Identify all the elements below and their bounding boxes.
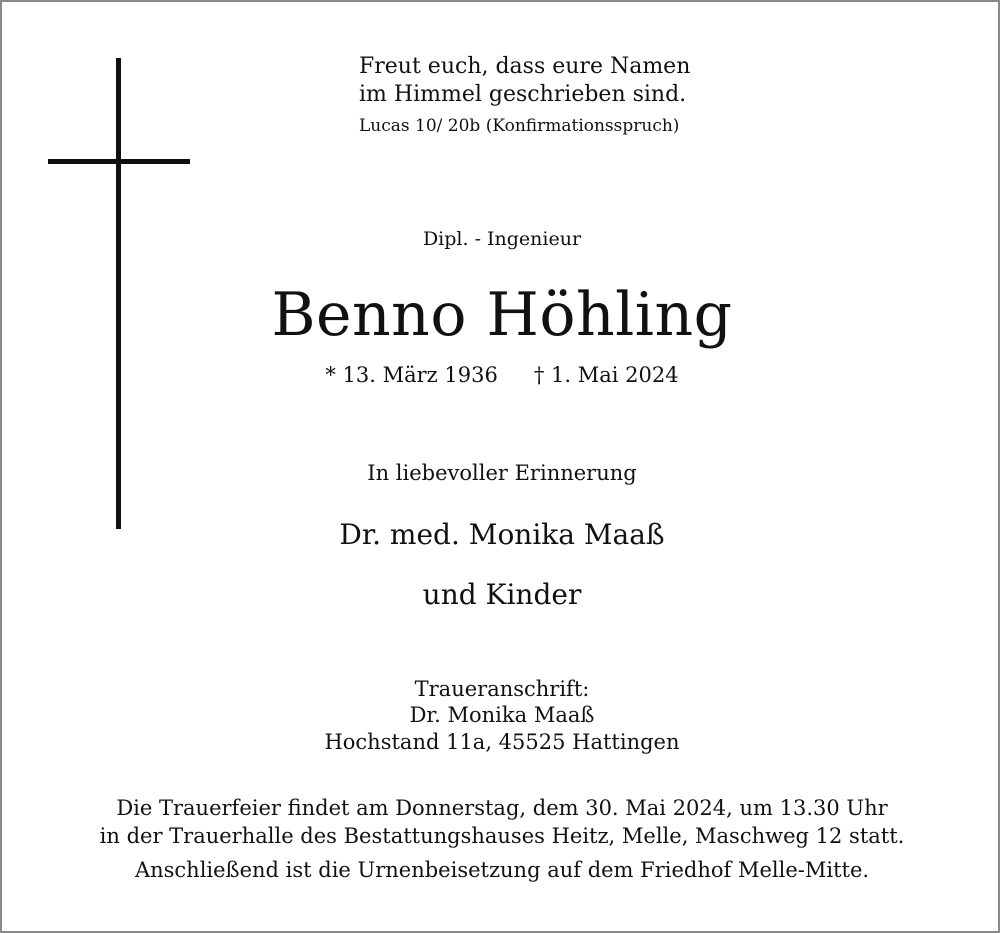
cross-horizontal-bar <box>48 159 190 164</box>
verse-line-1: Freut euch, dass eure Namen <box>359 54 691 79</box>
mourner-family: und Kinder <box>422 578 582 611</box>
death-date: † 1. Mai 2024 <box>533 363 679 387</box>
birth-date: * 13. März 1936 <box>325 363 498 387</box>
deceased-name: Benno Höhling <box>271 280 733 350</box>
verse-source: Lucas 10/ 20b (Konfirmationsspruch) <box>359 116 680 136</box>
remembrance-line: In liebevoller Erinnerung <box>367 461 637 485</box>
service-line-3: Anschließend ist die Urnenbeisetzung auf dem Friedhof Melle-Mitte. <box>134 858 870 882</box>
address-name: Dr. Monika Maaß <box>409 703 595 727</box>
address-street: Hochstand 11a, 45525 Hattingen <box>324 730 680 754</box>
mourner-name: Dr. med. Monika Maaß <box>339 518 665 551</box>
life-dates <box>2 363 1000 387</box>
verse-line-2: im Himmel geschrieben sind. <box>359 82 687 107</box>
service-line-1: Die Trauerfeier findet am Donnerstag, dem 30. Mai 2024, um 13.30 Uhr <box>116 796 888 820</box>
address-label: Traueranschrift: <box>414 677 590 701</box>
service-line-2: in der Trauerhalle des Bestattungshauses Heitz, Melle, Maschweg 12 statt. <box>99 824 905 848</box>
academic-title: Dipl. - Ingenieur <box>422 228 582 250</box>
